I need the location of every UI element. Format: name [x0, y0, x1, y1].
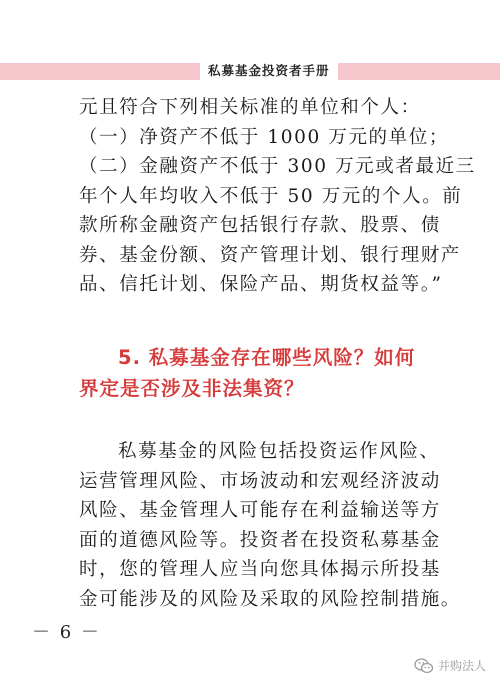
paragraph-1-line: 元且符合下列相关标准的单位和个人：	[79, 97, 421, 118]
watermark-text: 并购法人	[437, 659, 486, 673]
paragraph-1-line: 品、信托计划、保险产品、期货权益等。”	[79, 274, 443, 295]
section-heading	[79, 342, 449, 404]
wechat-icon	[414, 658, 434, 674]
paragraph-2-line: 风险、基金管理人可能存在利益输送等方	[79, 500, 441, 521]
watermark	[414, 657, 486, 674]
header-title: 私募基金投资者手册	[200, 61, 338, 81]
section-heading-line: 5. 私募基金存在哪些风险？如何	[118, 346, 416, 369]
paragraph-1-line: 年个人年均收入不低于 50 万元的个人。前	[79, 185, 463, 207]
paragraph-1-line: 款所称金融资产包括银行存款、股票、债	[79, 215, 441, 236]
paragraph-2	[79, 437, 461, 614]
paragraph-1-line: （二）金融资产不低于 300 万元或者最近三	[79, 156, 476, 177]
section-heading-line: 界定是否涉及非法集资？	[79, 377, 305, 400]
paragraph-2-line: 私募基金的风险包括投资运作风险、	[118, 441, 440, 462]
paragraph-2-line: 金可能涉及的风险及采取的风险控制措施。	[79, 588, 461, 610]
paragraph-2-line: 时，您的管理人应当向您具体揭示所投基	[79, 559, 441, 580]
paragraph-1	[79, 93, 476, 300]
paragraph-2-line: 面的道德风险等。投资者在投资私募基金	[79, 529, 441, 551]
paragraph-1-line: 券、基金份额、资产管理计划、银行理财产	[79, 244, 461, 266]
paragraph-2-line: 运营管理风险、市场波动和宏观经济波动	[79, 470, 441, 492]
page-number: － 6 －	[32, 622, 101, 643]
paragraph-1-line: （一）净资产不低于 1000 万元的单位；	[79, 126, 449, 148]
